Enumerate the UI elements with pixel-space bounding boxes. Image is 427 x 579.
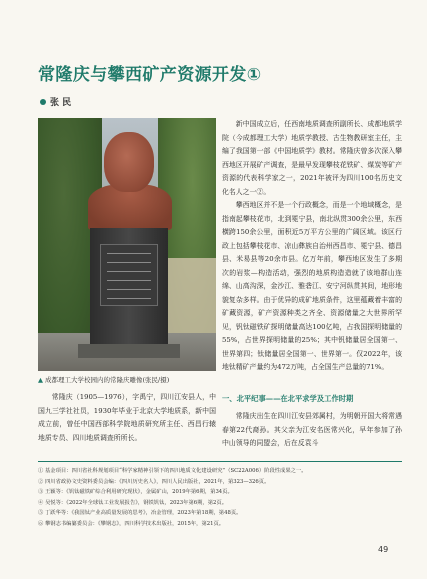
footnote-divider <box>38 461 402 462</box>
right-column-2 <box>222 410 402 451</box>
footnote-2: ② 四川省政协文史资料委员会编：《四川历史名人》，四川人民出版社，2021年，第323—326页。 <box>38 478 270 485</box>
right-column <box>222 118 402 375</box>
footnote-3: ③ 王颖等：《钒钛磁铁矿综合利用研究现状》，金属矿山，2019年第6期，第34页。 <box>38 489 233 496</box>
photo-caption <box>38 375 169 384</box>
page-number: 49 <box>378 545 389 554</box>
footnote-5: ⑤ 丁跃华等：《我国钛产业高质量发展的思考》，冶金管理，2023年第18期，第48页。 <box>38 510 242 517</box>
statue-bust-head <box>104 132 154 192</box>
section-heading: 一、北平纪事——在北平求学及工作时期 <box>222 394 354 403</box>
photo-caption-text: 成都理工大学校园内的常隆庆雕像(张民/摄) <box>45 376 170 384</box>
footnote-4: ④ 吴悦等：《2022年全球钛工业发展报告》，钢铁钒钛，2023年第6期，第2页。 <box>38 499 227 506</box>
author-name: 张 民 <box>50 98 72 108</box>
footnotes <box>38 466 402 530</box>
article-title: 常隆庆与攀西矿产资源开发① <box>38 65 262 85</box>
bullet-icon <box>40 99 46 105</box>
footnote-6: ⑥ 攀钢志书编纂委员会：《攀钢志》，四川科学技术出版社，2015年，第21页。 <box>38 520 225 527</box>
statue-plaque <box>100 244 158 306</box>
footnote-1: ① 基金项目：四川省社科规划项目“科学家精神引领下的四川地质文化建设研究”（SC22A006）阶段性成果之一。 <box>38 468 307 474</box>
author-byline <box>40 95 71 108</box>
right2-paragraph-1: 常隆庆出生在四川江安县郊属村，为明朝开国大将常遇春第22代裔孙。其父亲为江安名医常兴化，早年参加了孙中山领导的同盟会，后在反袁斗 <box>222 412 402 447</box>
caption-triangle-icon: ▲ <box>38 376 43 384</box>
statue-base <box>78 344 180 358</box>
left-column-text <box>38 391 216 445</box>
right-paragraph-1: 新中国成立后，任西南地质调查所副所长、成都地质学院（今成都理工大学）地质学教授、古生物教研室主任，主编了我国第一部《中国地质学》教材。常隆庆曾多次深入攀西地区开展矿产调查，是最早发现攀枝花铁矿、煤炭等矿产资源的代表科学家之一，2021年被评为四川100名历史文化名人之一②。 <box>222 120 402 196</box>
right-paragraph-2: 攀西地区并不是一个行政概念，而是一个地域概念，是指南起攀枝花市，北到冕宁县，南北纵贯300余公里，东西横跨150余公里，面积近5万平方公里的广阔区域。该区行政上包括攀枝花市、凉山彝族自治州西昌市、冕宁县、德昌县、米易县等20余市县。亿万年前，攀西地区发生了多期次的岩浆—构造活动，强烈的地质构造造就了该地群山连绵、山高沟深，金沙江、雅砻江、安宁河纵贯其间，地形地貌复杂多样。由于优异的成矿地质条件，这里蕴藏着丰富的矿藏资源，矿产资源种类之齐全、资源储量之大世界所罕见，钒钛磁铁矿探明储量高达100亿吨，占我国探明储量的55%，占世界探明储量的25%；其中钒储量居全国第一、世界第四；钛储量居全国第一、世界第一。仅2022年，该地钛精矿产量约为472万吨，占全国生产总量的71%。 <box>222 201 402 371</box>
left-paragraph-1: 常隆庆（1905—1976），字禹宁，四川江安县人，中国九三学社社员，1930年毕业于北京大学地质系，新中国成立前，曾任中国西部科学院地质研究所主任、西昌行辕地质专员、四川地质调查所所长。 <box>38 393 216 442</box>
statue-photo <box>38 118 216 371</box>
